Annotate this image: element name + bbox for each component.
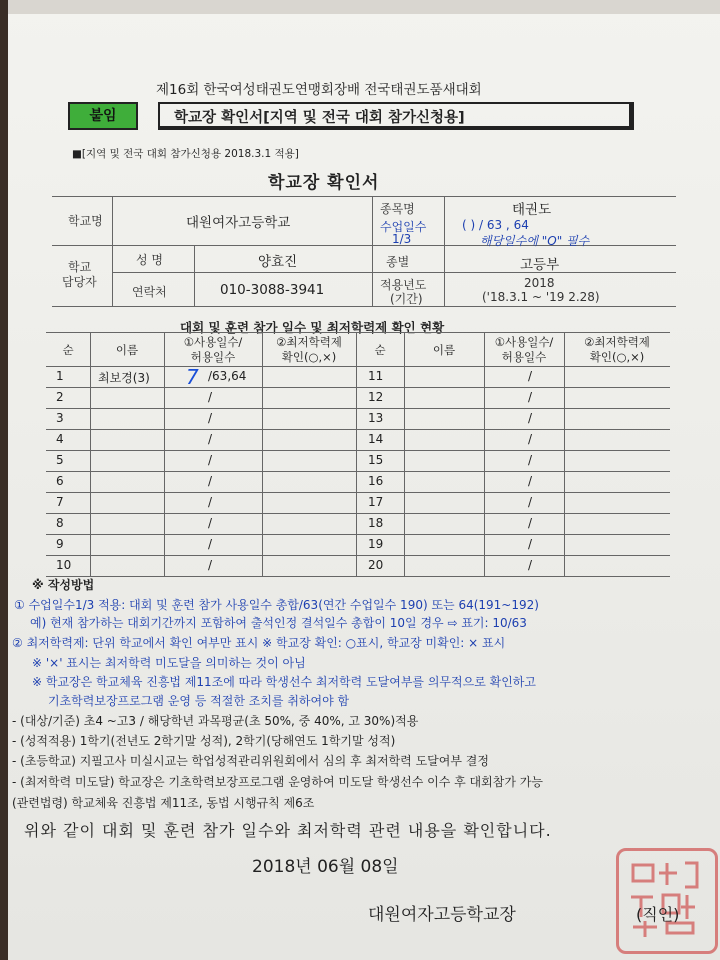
row-number: 5	[56, 453, 64, 467]
instructions-heading: ※ 작성방법	[32, 578, 95, 592]
period-label-line1: 적용년도	[380, 278, 427, 292]
contact-value: 010-3088-3941	[220, 282, 325, 298]
table-col-divider	[484, 332, 485, 576]
days-value: /	[528, 474, 533, 488]
division-label: 종별	[386, 255, 410, 269]
header-days-line2: 허용일수	[190, 350, 236, 364]
table-top-border	[46, 332, 670, 333]
official-seal	[616, 848, 718, 954]
period-label-line2: (기간)	[390, 292, 423, 306]
days-value: /	[528, 432, 533, 446]
row-number: 15	[368, 453, 384, 467]
instruction-line-5: ※ 학교장은 학교체육 진흥법 제11조에 따라 학생선수 최저학력 도달여부를 의무적으로 확인하고	[32, 675, 536, 689]
row-number: 14	[368, 432, 384, 446]
applied-note: ■[지역 및 전국 대회 참가신청용 2018.3.1 적용]	[72, 148, 299, 160]
days-value: /	[528, 516, 533, 530]
row-number: 18	[368, 516, 384, 530]
paper-edge	[8, 0, 720, 14]
header-days-line1: ①사용일수/	[183, 335, 243, 349]
period-year: 2018	[524, 276, 555, 290]
table-col-divider	[262, 332, 263, 576]
header-min-line2: 확인(○,×)	[281, 350, 337, 364]
row-number: 16	[368, 474, 384, 488]
days-value: /	[528, 411, 533, 425]
info-table-col-divider	[372, 196, 373, 306]
row-number: 3	[56, 411, 64, 425]
info-table-top-border	[52, 196, 676, 197]
info-table-bottom-border	[52, 306, 676, 307]
table-row-divider	[46, 450, 670, 451]
days-value: /	[208, 558, 213, 572]
participation-section-title: 대회 및 훈련 참가 일수 및 최저학력제 확인 현황	[180, 320, 445, 335]
seal-pattern	[619, 851, 709, 945]
athlete-name: 최보경(3)	[98, 371, 150, 385]
days-value: /	[528, 369, 533, 383]
school-days-note: 해당일수에 "O" 필수	[480, 234, 590, 248]
school-days-fraction-label: 1/3	[392, 232, 412, 246]
row-number: 19	[368, 537, 384, 551]
header-no: 순	[374, 343, 386, 357]
event-value: 태권도	[512, 202, 552, 218]
handwritten-days: 7	[186, 365, 199, 389]
days-value: /	[208, 390, 213, 404]
form-title: 학교장 확인서	[268, 173, 380, 193]
days-value: /	[528, 537, 533, 551]
instruction-line-6: 기초학력보장프로그램 운영 등 적절한 조치를 취하여야 함	[48, 694, 350, 708]
row-number: 4	[56, 432, 64, 446]
table-col-divider	[356, 332, 357, 576]
staff-label-line2: 담당자	[62, 275, 97, 289]
table-row-divider	[46, 408, 670, 409]
document-title-box: 학교장 확인서[지역 및 전국 대회 참가신청용]	[158, 102, 634, 130]
info-table-col-divider	[112, 196, 113, 306]
issue-date: 2018년 06월 08일	[252, 857, 399, 877]
table-row-divider	[46, 429, 670, 430]
days-value: /63,64	[208, 369, 247, 383]
table-col-divider	[90, 332, 91, 576]
attachment-badge: 붙임	[68, 102, 138, 130]
table-row-divider	[46, 471, 670, 472]
days-value: /	[208, 495, 213, 509]
instruction-line-9: - (초등학교) 지필고사 미실시교는 학업성적관리위원회에서 심의 후 최저학력 도달여부 결정	[12, 754, 489, 768]
staff-label-line1: 학교	[68, 260, 92, 274]
instruction-line-10: - (최저학력 미도달) 학교장은 기초학력보장프로그램 운영하여 미도달 학생선수 이수 후 대회참가 가능	[12, 775, 543, 789]
days-value: /	[528, 390, 533, 404]
event-label: 종목명	[380, 202, 415, 216]
days-value: /	[208, 411, 213, 425]
header-name: 이름	[432, 343, 456, 357]
row-number: 20	[368, 558, 384, 572]
table-col-divider	[404, 332, 405, 576]
row-number: 1	[56, 369, 64, 383]
table-col-divider	[164, 332, 165, 576]
header-no: 순	[62, 343, 74, 357]
table-row-divider	[46, 492, 670, 493]
row-number: 2	[56, 390, 64, 404]
name-label: 성 명	[136, 253, 163, 267]
row-number: 11	[368, 369, 384, 383]
days-value: /	[208, 516, 213, 530]
info-table-col-divider	[444, 196, 445, 306]
info-table-row-divider	[112, 272, 676, 273]
days-value: /	[208, 432, 213, 446]
school-name: 대원여자고등학교	[186, 215, 291, 231]
row-number: 8	[56, 516, 64, 530]
table-row-divider	[46, 513, 670, 514]
days-value: /	[208, 474, 213, 488]
instruction-line-8: - (성적적용) 1학기(전년도 2학기말 성적), 2학기(당해연도 1학기말 성적)	[12, 734, 396, 748]
table-header-divider	[46, 366, 670, 367]
row-number: 12	[368, 390, 384, 404]
row-number: 6	[56, 474, 64, 488]
instruction-line-7: - (대상/기준) 초4 ~고3 / 해당학년 과목평균(초 50%, 중 40%, 고 30%)적용	[12, 714, 419, 728]
header-days-line2: 허용일수	[501, 350, 547, 364]
school-name-label: 학교명	[68, 214, 103, 228]
period-range: ('18.3.1 ~ '19 2.28)	[482, 290, 600, 304]
school-days-label: 수업일수	[380, 220, 427, 234]
instruction-line-11: (관련법령) 학교체육 진흥법 제11조, 동법 시행규칙 제6조	[12, 796, 315, 810]
days-value: /	[528, 453, 533, 467]
division-value: 고등부	[520, 257, 560, 273]
header-min-line1: ②최저학력제	[584, 335, 650, 349]
table-row-divider	[46, 555, 670, 556]
row-number: 13	[368, 411, 384, 425]
document-page	[8, 0, 720, 960]
header-days-line1: ①사용일수/	[494, 335, 554, 349]
confirmation-statement: 위와 같이 대회 및 훈련 참가 일수와 최저학력 관련 내용을 확인합니다.	[24, 821, 552, 840]
contact-label: 연락처	[132, 285, 167, 299]
header-name: 이름	[115, 343, 139, 357]
instruction-line-3: ② 최저학력제: 단위 학교에서 확인 여부만 표시 ※ 학교장 확인: ○표시, 학교장 미확인: × 표시	[12, 636, 506, 650]
instruction-line-4: ※ '×' 표시는 최저학력 미도달을 의미하는 것이 아님	[32, 656, 306, 670]
row-number: 9	[56, 537, 64, 551]
info-table-col-divider	[194, 245, 195, 306]
row-number: 10	[56, 558, 72, 572]
row-number: 17	[368, 495, 384, 509]
school-days-value: ( ) / 63 , 64	[462, 218, 529, 232]
days-value: /	[528, 558, 533, 572]
days-value: /	[528, 495, 533, 509]
seal-label: (직인)	[636, 905, 680, 924]
instruction-line-1: ① 수업일수1/3 적용: 대회 및 훈련 참가 사용일수 총합/63(연간 수업일수 190) 또는 64(191~192)	[14, 598, 539, 612]
staff-name: 양효진	[258, 254, 298, 270]
header-min-line1: ②최저학력제	[276, 335, 342, 349]
instruction-line-2: 예) 현재 참가하는 대회기간까지 포함하여 출석인정 결석일수 총합이 10일 경우 ⇨ 표기: 10/63	[30, 616, 527, 630]
header-min-line2: 확인(○,×)	[589, 350, 645, 364]
table-col-divider	[564, 332, 565, 576]
row-number: 7	[56, 495, 64, 509]
table-row-divider	[46, 387, 670, 388]
principal-signature: 대원여자고등학교장	[368, 905, 516, 925]
table-row-divider	[46, 534, 670, 535]
event-title: 제16회 한국여성태권도연맹회장배 전국태권도품새대회	[156, 82, 482, 98]
table-row-divider	[46, 576, 670, 577]
days-value: /	[208, 537, 213, 551]
days-value: /	[208, 453, 213, 467]
